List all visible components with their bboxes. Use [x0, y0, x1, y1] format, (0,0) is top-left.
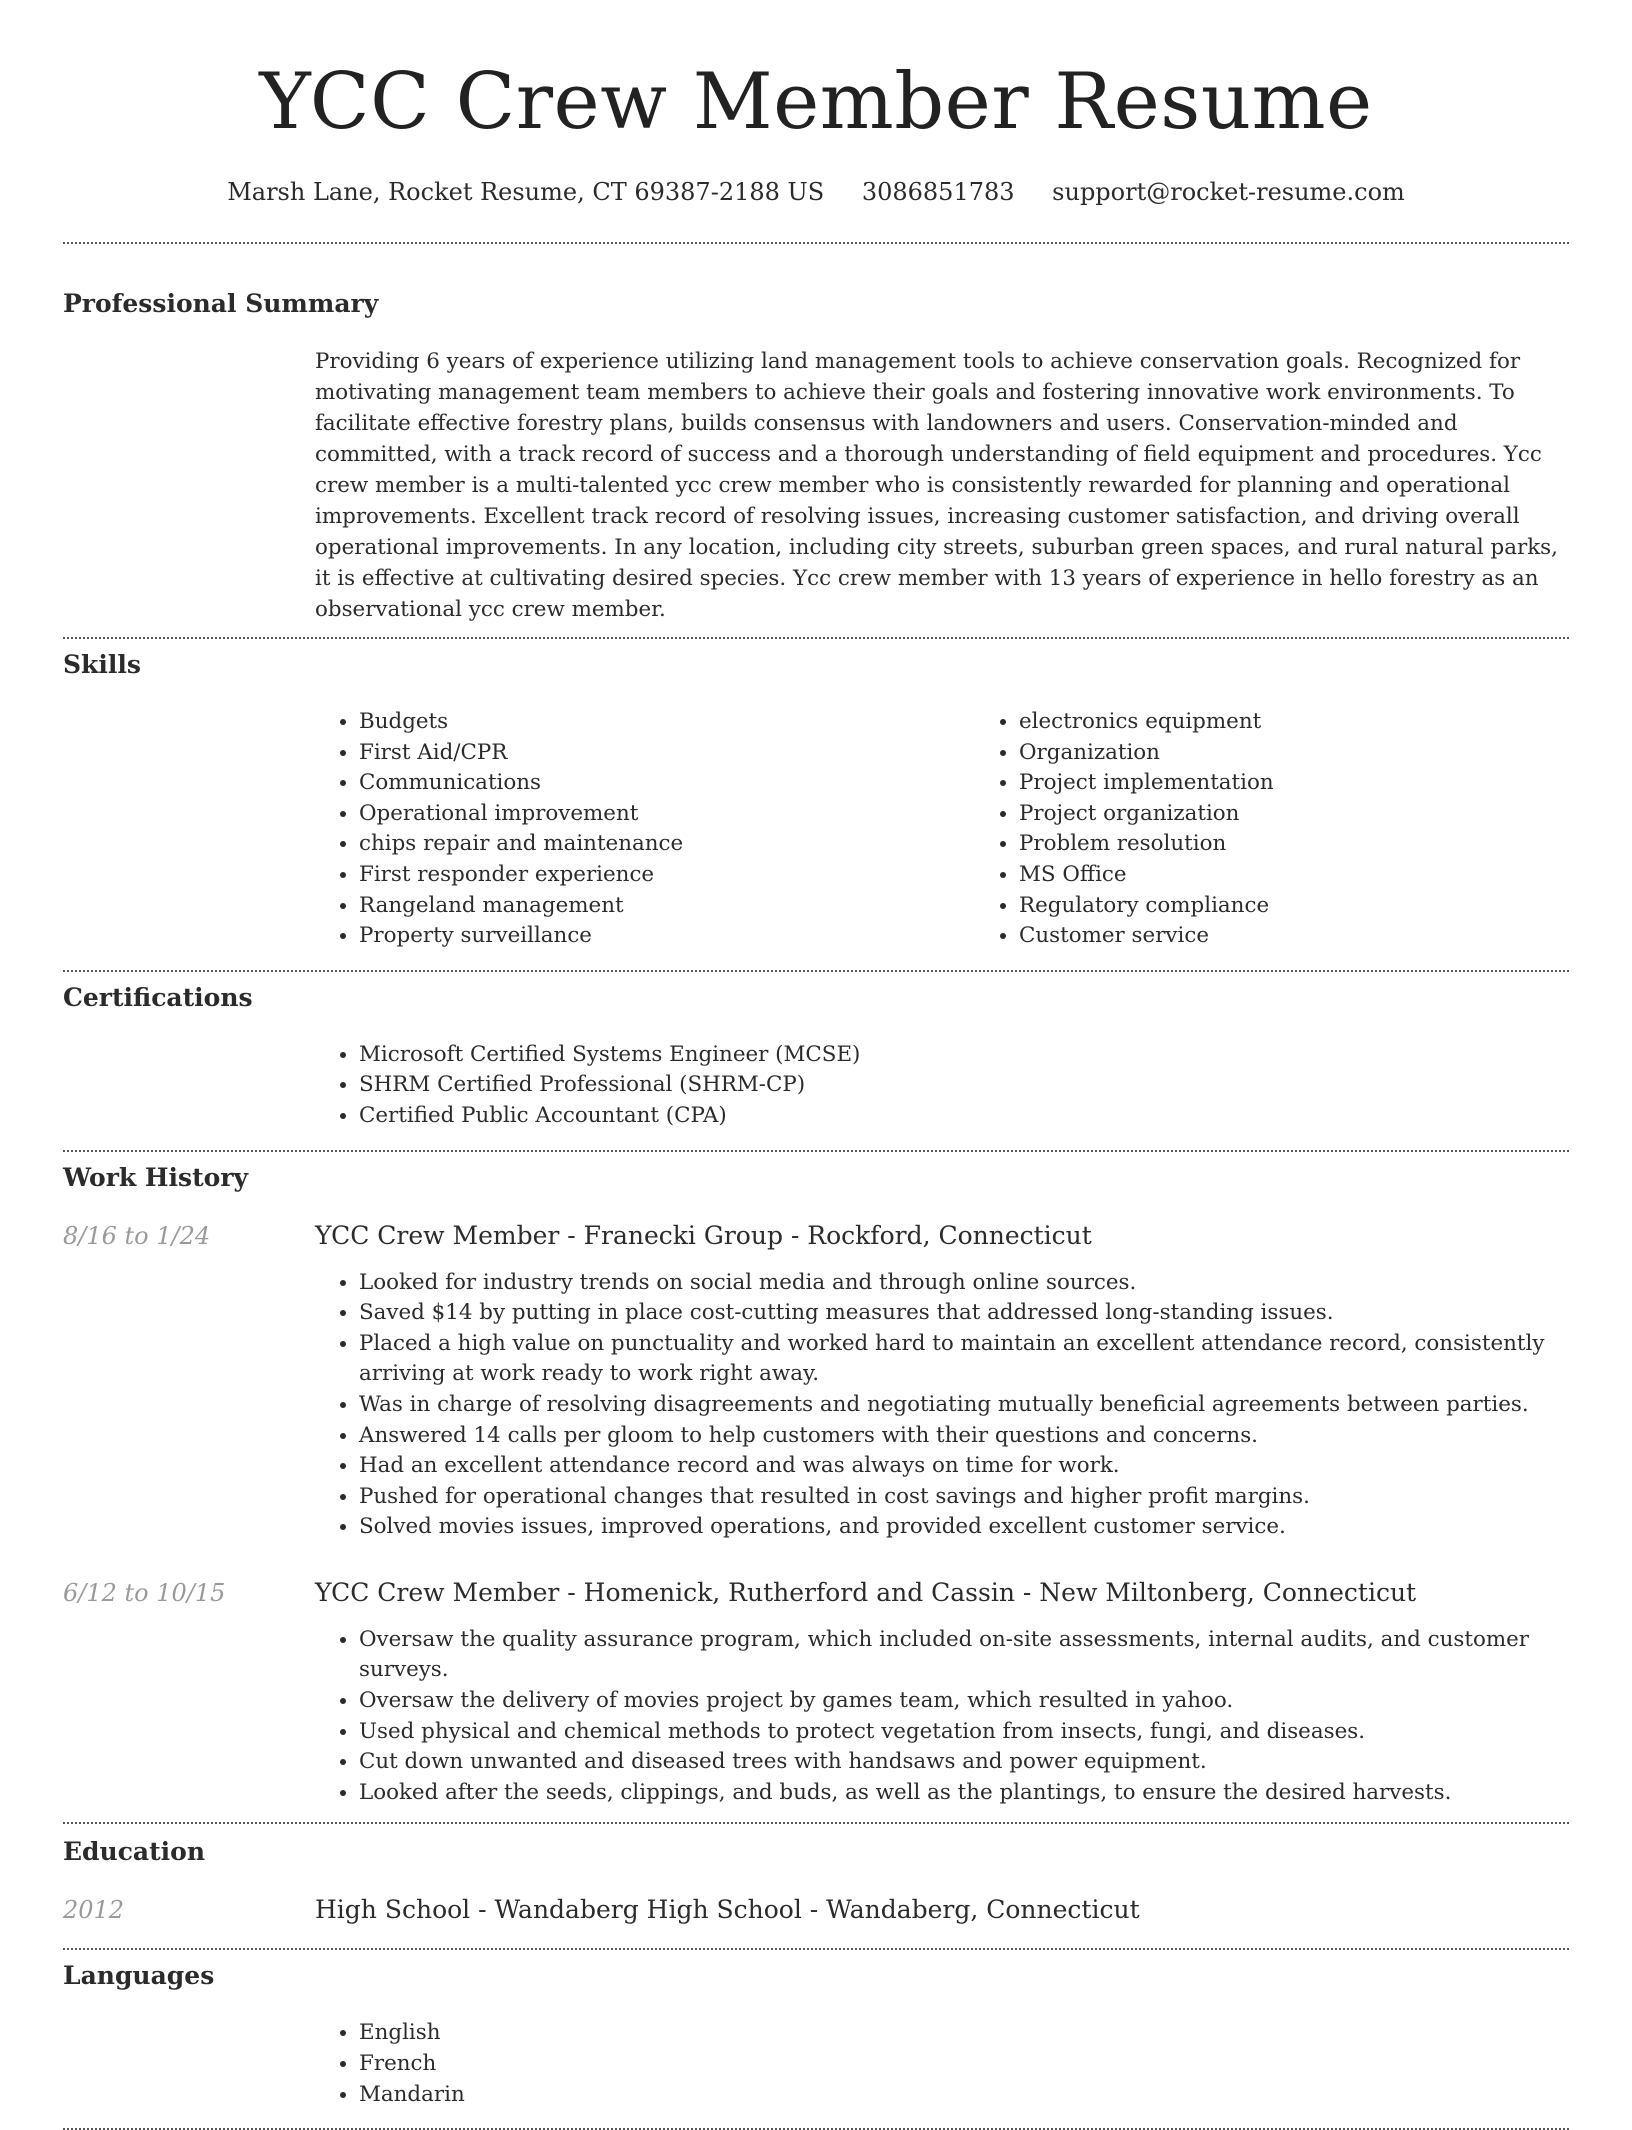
list-item: • SHRM Certified Professional (SHRM-CP) [359, 1070, 1569, 1101]
summary-section [63, 288, 1569, 625]
education-heading: Education [63, 1837, 206, 1867]
list-item: • Microsoft Certified Systems Engineer (MCSE) [359, 1040, 1569, 1071]
divider [63, 1150, 1569, 1152]
divider [63, 1948, 1569, 1950]
education-section [63, 1836, 1569, 1926]
job-bullets [315, 1268, 1569, 1543]
list-item: • Cut down unwanted and diseased trees with handsaws and power equipment. [359, 1747, 1569, 1778]
languages-list [315, 2018, 1569, 2110]
contact-address: Marsh Lane, Rocket Resume, CT 69387-2188 US [227, 178, 825, 206]
languages-section [63, 1960, 1569, 2110]
certifications-list [315, 1040, 1569, 1132]
list-item: • Communications [359, 768, 975, 799]
list-item: • Rangeland management [359, 891, 975, 922]
job-title: YCC Crew Member - Homenick, Rutherford and Cassin - New Miltonberg, Connecticut [315, 1577, 1417, 1607]
list-item: • Was in charge of resolving disagreements and negotiating mutually beneficial agreements between parties. [359, 1390, 1569, 1421]
divider [63, 242, 1569, 244]
skills-list-left [315, 707, 975, 952]
list-item: • Saved $14 by putting in place cost-cutting measures that addressed long-standing issues. [359, 1298, 1569, 1329]
list-item: • Project organization [1019, 799, 1632, 830]
summary-heading: Professional Summary [63, 289, 379, 318]
list-item: • Oversaw the quality assurance program, which included on-site assessments, internal audits, and customer surveys. [359, 1625, 1569, 1686]
skills-list-right [975, 707, 1632, 952]
skills-heading: Skills [63, 650, 141, 679]
list-item: • French [359, 2049, 1569, 2080]
list-item: • Property surveillance [359, 921, 975, 952]
contact-phone: 3086851783 [861, 178, 1015, 206]
divider [63, 637, 1569, 639]
job-bullets [315, 1625, 1569, 1809]
list-item: • English [359, 2018, 1569, 2049]
job-title: YCC Crew Member - Franecki Group - Rockford, Connecticut [315, 1220, 1092, 1250]
list-item: • Pushed for operational changes that resulted in cost savings and higher profit margins. [359, 1482, 1569, 1513]
list-item: • Placed a high value on punctuality and worked hard to maintain an excellent attendance record, consistently arriving at work ready to work right away. [359, 1329, 1569, 1390]
list-item: • Oversaw the delivery of movies project by games team, which resulted in yahoo. [359, 1686, 1569, 1717]
list-item: • Operational improvement [359, 799, 975, 830]
certifications-row [63, 1040, 1569, 1132]
languages-row [63, 2018, 1569, 2110]
divider [63, 970, 1569, 972]
summary-text: Providing 6 years of experience utilizing land management tools to achieve conservation goals. Recognized for motivating management team members to achieve their goals and fostering innovative work environments. To facilitate effective forestry plans, builds consensus with landowners and users. Conservation-minded and committed, with a track record of success and a thorough understanding of field equipment and procedures. Ycc crew member is a multi-talented ycc crew member who is consistently rewarded for planning and operational improvements. Excellent track record of resolving issues, increasing customer satisfaction, and driving overall operational improvements. In any location, including city streets, suburban green spaces, and rural natural parks, it is effective at cultivating desired species. Ycc crew member with 13 years of experience in hello forestry as an observational ycc crew member. [315, 349, 1558, 622]
job-date: 6/12 to 10/15 [63, 1578, 226, 1607]
list-item: • MS Office [1019, 860, 1632, 891]
work-section [63, 1162, 1569, 1809]
list-item: • chips repair and maintenance [359, 829, 975, 860]
education-entry [63, 1894, 1569, 1926]
job-date: 8/16 to 1/24 [63, 1221, 211, 1250]
list-item: • Customer service [1019, 921, 1632, 952]
list-item: • Looked after the seeds, clippings, and buds, as well as the plantings, to ensure the desired harvests. [359, 1778, 1569, 1809]
list-item: • First responder experience [359, 860, 975, 891]
list-item: • Used physical and chemical methods to protect vegetation from insects, fungi, and diseases. [359, 1717, 1569, 1748]
skills-row [63, 707, 1569, 952]
work-heading: Work History [63, 1162, 249, 1192]
list-item: • Certified Public Accountant (CPA) [359, 1101, 1569, 1132]
languages-heading: Languages [63, 1961, 215, 1991]
list-item: • First Aid/CPR [359, 738, 975, 769]
list-item: • Answered 14 calls per gloom to help customers with their questions and concerns. [359, 1421, 1569, 1452]
list-item: • Mandarin [359, 2080, 1569, 2111]
education-date: 2012 [63, 1896, 125, 1925]
list-item: • electronics equipment [1019, 707, 1632, 738]
certifications-heading: Certifications [63, 982, 253, 1012]
list-item: • Solved movies issues, improved operations, and provided excellent customer service. [359, 1512, 1569, 1543]
list-item: • Project implementation [1019, 768, 1632, 799]
list-item: • Budgets [359, 707, 975, 738]
divider [63, 1822, 1569, 1824]
list-item: • Problem resolution [1019, 829, 1632, 860]
list-item: • Looked for industry trends on social media and through online sources. [359, 1268, 1569, 1299]
summary-row [63, 346, 1569, 625]
list-item: • Organization [1019, 738, 1632, 769]
resume-title: YCC Crew Member Resume [259, 57, 1373, 147]
job-entry [63, 1577, 1569, 1809]
education-title: High School - Wandaberg High School - Wandaberg, Connecticut [315, 1895, 1140, 1925]
list-item: • Regulatory compliance [1019, 891, 1632, 922]
list-item: • Had an excellent attendance record and was always on time for work. [359, 1451, 1569, 1482]
certifications-section [63, 982, 1569, 1132]
contact-line [63, 176, 1569, 208]
skills-section [63, 649, 1569, 952]
job-entry [63, 1220, 1569, 1543]
contact-email: support@rocket-resume.com [1052, 178, 1405, 206]
